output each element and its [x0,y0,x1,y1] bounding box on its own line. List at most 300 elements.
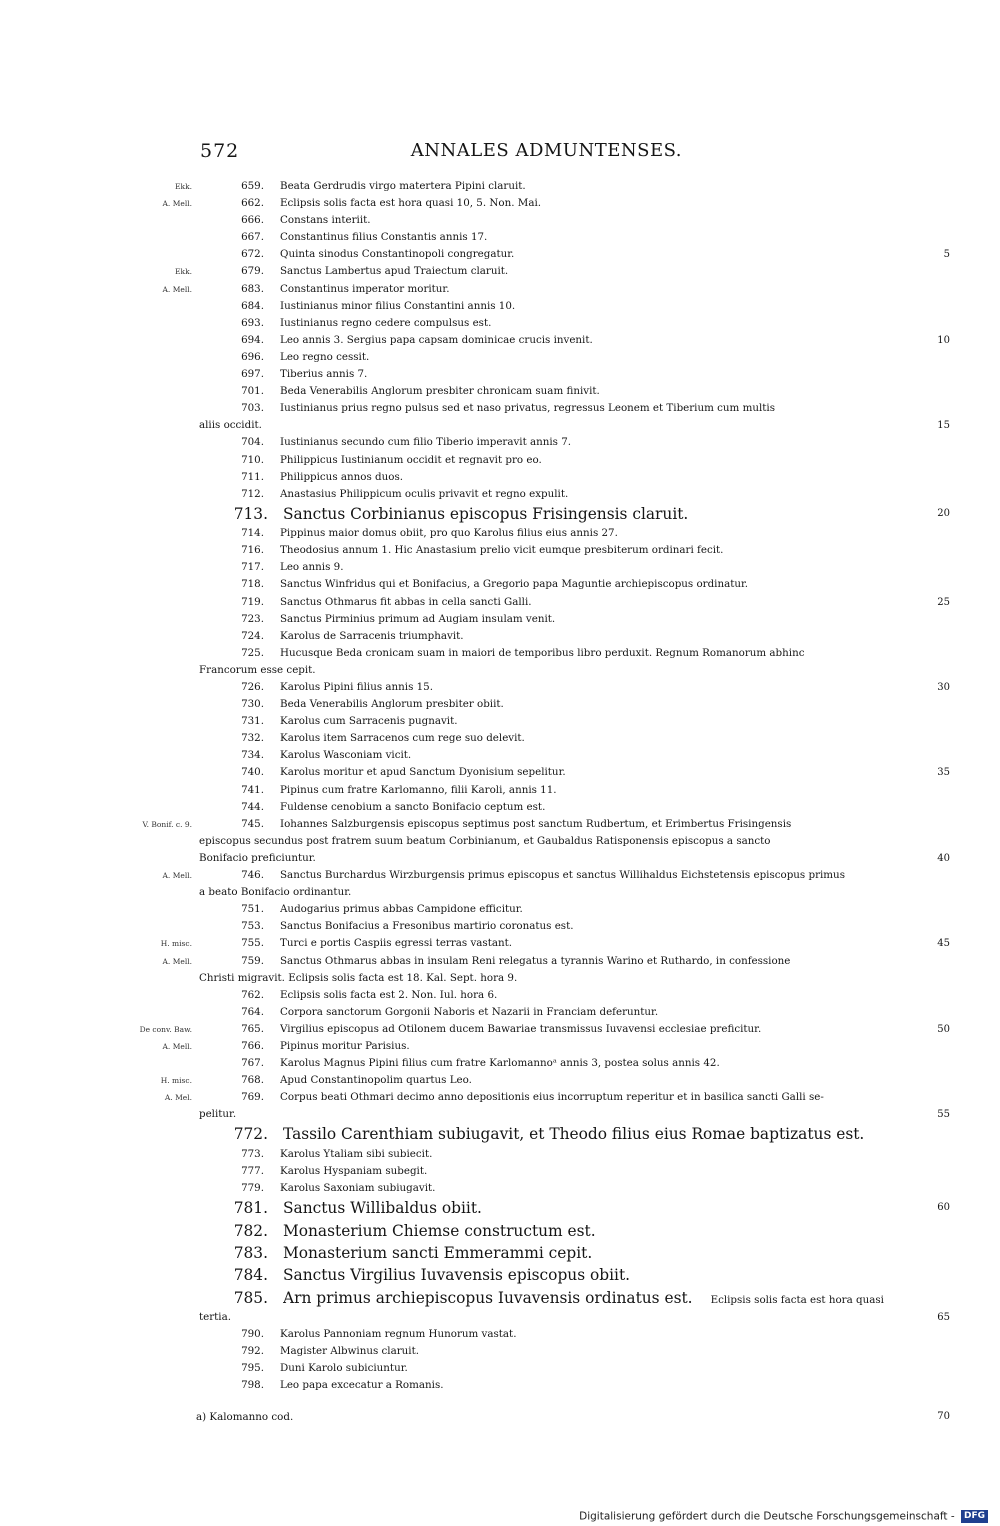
entry-text [280,576,930,593]
entry-text [280,1326,930,1343]
entry-main-text: Iustinianus prius regno pulsus sed et naso privatus, regressus Leonem et Tiberium cum multis [280,402,775,415]
annal-line [0,901,1000,918]
entry-year: 710. [241,453,264,466]
annal-line [0,611,1000,628]
entry-main-text: Arn primus archiepiscopus Iuvavensis ordinatus est. [283,1288,693,1307]
annal-line [0,1360,1000,1377]
entry-year: 679. [241,265,264,278]
entry-text [280,782,930,799]
entry-main-text: Beda Venerabilis Anglorum presbiter chronicam suam finivit. [280,385,600,398]
entry-year: 798. [241,1379,264,1392]
entry-main-text: Karolus Ytaliam sibi subiecit. [280,1147,433,1160]
entry-text [280,1343,930,1360]
annal-line [0,1038,1000,1055]
entry-main-text: Sanctus Winfridus qui et Bonifacius, a Gregorio papa Maguntie archiepiscopus ordinatur. [280,578,749,591]
entry-year: 713. [233,504,268,523]
entry-text [280,987,930,1004]
entry-main-text: Bonifacio preficiuntur. [199,851,316,864]
annal-line [0,1106,1000,1123]
annal-line [0,195,1000,212]
annal-line [0,452,1000,469]
annal-line [0,730,1000,747]
entry-text [199,833,930,850]
footnote-text: a) Kalomanno cod. [196,1411,294,1423]
entry-main-text: Fuldense cenobium a sancto Bonifacio ceptum est. [280,800,546,813]
annal-line [0,1287,1000,1309]
entry-year: 683. [241,282,264,295]
entry-text [280,212,930,229]
entry-main-text: Karolus moritur et apud Sanctum Dyonisium sepelitur. [280,766,566,779]
entry-year: 779. [241,1182,264,1195]
annal-line [0,645,1000,662]
margin-line-number: 30 [937,682,950,694]
entry-year: 744. [241,800,264,813]
annal-line [0,1377,1000,1394]
entry-main-text: Constantinus filius Constantis annis 17. [280,231,488,244]
entry-text [280,178,930,195]
annal-line [0,1163,1000,1180]
entry-text [280,867,930,884]
source-note: De conv. Baw. [139,1024,192,1034]
entry-text [280,713,930,730]
annal-line [0,1004,1000,1021]
entry-year: 782. [233,1221,268,1240]
entry-year: 714. [241,527,264,540]
annal-line [0,1242,1000,1264]
source-note: Ekk. [175,182,192,191]
entry-main-text: Karolus de Sarracenis triumphavit. [280,629,464,642]
entry-text [280,953,930,970]
margin-line-number: 65 [937,1312,950,1324]
entry-main-text: tertia. [199,1311,231,1324]
source-note: A. Mell. [162,1041,192,1051]
entry-text [280,229,930,246]
entry-text [280,434,930,451]
entry-text [280,1004,930,1021]
entry-year: 773. [241,1147,264,1160]
annal-line [0,1309,1000,1326]
entry-text [280,764,930,781]
entry-text [280,1163,930,1180]
entry-main-text: Sanctus Othmarus abbas in insulam Reni relegatus a tyrannis Warino et Ruthardo, in confessione [280,954,791,967]
entry-text [280,452,930,469]
source-note: A. Mel. [164,1093,192,1103]
entry-text [280,542,930,559]
annal-line [0,281,1000,298]
footnote-line-number: 70 [937,1411,950,1422]
entry-text [280,246,930,263]
entry-main-text: Duni Karolo subiciuntur. [280,1362,408,1375]
entry-text [283,1242,930,1264]
annal-line [0,628,1000,645]
entry-text [283,1287,930,1311]
entry-main-text: Virgilius episcopus ad Otilonem ducem Bawariae transmissus Iuvavensi ecclesiae preficitur. [280,1022,762,1035]
entry-main-text: Karolus item Sarracenos cum rege suo delevit. [280,732,525,745]
annal-line [0,486,1000,503]
entry-text [280,799,930,816]
entry-year: 766. [241,1039,264,1052]
annal-line [0,696,1000,713]
entry-text [280,679,930,696]
entry-main-text: Corpus beati Othmari decimo anno depositionis eius incorruptum reperitur et in basilica sancti Galli se- [280,1091,824,1104]
entry-main-text: Leo annis 9. [280,561,344,574]
entry-text [280,559,930,576]
entry-text [280,1089,930,1106]
entry-main-text: Philippicus annos duos. [280,470,404,483]
entry-main-text: Magister Albwinus claruit. [280,1345,419,1358]
entry-year: 666. [241,214,264,227]
entry-year: 726. [241,681,264,694]
margin-line-number: 60 [937,1202,950,1214]
entry-main-text: Karolus Pipini filius annis 15. [280,681,434,694]
entry-main-text: Sanctus Lambertus apud Traiectum claruit. [280,265,509,278]
entry-main-text: Monasterium Chiemse constructum est. [283,1221,596,1240]
annal-line [0,559,1000,576]
entry-main-text: Francorum esse cepit. [199,663,316,676]
entry-text [280,1180,930,1197]
entry-year: 723. [241,612,264,625]
entry-main-text: Eclipsis solis facta est 2. Non. Iul. hora 6. [280,988,498,1001]
entry-text [283,1197,930,1219]
entry-year: 753. [241,920,264,933]
annal-line [0,576,1000,593]
source-note: H. misc. [160,1076,192,1086]
entry-year: 790. [241,1328,264,1341]
entry-text [280,263,930,280]
annal-line [0,1326,1000,1343]
source-note: H. misc. [160,939,192,949]
annal-line [0,1220,1000,1242]
annal-line [0,833,1000,850]
source-note: A. Mell. [162,199,192,209]
entry-main-text: Pipinus moritur Parisius. [280,1039,410,1052]
annal-line [0,594,1000,611]
entry-tail-text: Eclipsis solis facta est hora quasi [710,1293,884,1306]
annals-entries [0,178,1000,1395]
entry-main-text: Sanctus Willibaldus obiit. [283,1199,482,1218]
entry-year: 783. [233,1243,268,1262]
annal-line [0,1089,1000,1106]
entry-text [280,628,930,645]
annal-line [0,1180,1000,1197]
page-header [196,140,682,168]
entry-year: 716. [241,544,264,557]
entry-main-text: Karolus Hyspaniam subegit. [280,1164,428,1177]
entry-year: 777. [241,1164,264,1177]
annal-line [0,799,1000,816]
entry-year: 694. [241,333,264,346]
annal-line [0,850,1000,867]
entry-year: 730. [241,698,264,711]
entry-year: 785. [233,1288,268,1307]
annal-line [0,970,1000,987]
margin-line-number: 10 [937,334,950,346]
entry-text [280,611,930,628]
entry-main-text: Pipinus cum fratre Karlomanno, filii Karoli, annis 11. [280,783,557,796]
entry-main-text: Beata Gerdrudis virgo matertera Pipini claruit. [280,180,526,192]
source-note: Ekk. [175,267,192,277]
entry-main-text: pelitur. [199,1108,237,1121]
margin-line-number: 55 [937,1109,950,1121]
entry-text [199,417,930,434]
annal-line [0,662,1000,679]
entry-text [280,594,930,611]
entry-year: 741. [241,783,264,796]
annal-line [0,1264,1000,1286]
entry-text [280,366,930,383]
entry-year: 784. [233,1266,268,1285]
margin-line-number: 15 [937,420,950,432]
entry-year: 672. [241,248,264,261]
margin-line-number: 35 [937,767,950,779]
credit-text: Digitalisierung gefördert durch die Deutsche Forschungsgemeinschaft - [579,1510,955,1523]
annal-line [0,434,1000,451]
annal-line [0,1123,1000,1145]
annal-line [0,503,1000,525]
digitization-credit [579,1510,988,1523]
entry-text [280,1377,930,1394]
entry-year: 696. [241,350,264,363]
entry-year: 732. [241,732,264,745]
annal-line [0,884,1000,901]
entry-text [280,1072,930,1089]
entry-year: 718. [241,578,264,591]
source-note: A. Mell. [162,284,192,294]
annal-line [0,332,1000,349]
entry-main-text: Hucusque Beda cronicam suam in maiori de temporibus libro perduxit. Regnum Romanorum abhinc [280,646,805,659]
entry-main-text: Apud Constantinopolim quartus Leo. [280,1074,472,1087]
entry-text [280,400,930,417]
annal-line [0,1072,1000,1089]
annal-line [0,315,1000,332]
entry-main-text: Iustinianus secundo cum filio Tiberio imperavit annis 7. [280,436,572,449]
entry-year: 769. [241,1091,264,1104]
source-note: A. Mell. [162,871,192,881]
entry-text [280,349,930,366]
entry-text [199,662,930,679]
entry-main-text: a beato Bonifacio ordinantur. [199,886,352,899]
entry-text [280,816,930,833]
annal-line [0,366,1000,383]
entry-main-text: Corpora sanctorum Gorgonii Naboris et Nazarii in Franciam deferuntur. [280,1005,659,1018]
entry-main-text: Iohannes Salzburgensis episcopus septimus post sanctum Rudbertum, et Erimbertus Frisingensis [280,817,792,830]
entry-year: 704. [241,436,264,449]
entry-year: 684. [241,299,264,312]
margin-line-number: 45 [937,938,950,950]
entry-text [280,935,930,952]
entry-main-text: Karolus Pannoniam regnum Hunorum vastat. [280,1328,517,1341]
annal-line [0,782,1000,799]
dfg-logo: DFG [961,1510,988,1523]
annal-line [0,679,1000,696]
entry-main-text: Iustinianus minor filius Constantini annis 10. [280,299,516,312]
entry-text [199,850,930,867]
entry-year: 792. [241,1345,264,1358]
entry-main-text: Sanctus Pirminius primum ad Augiam insulam venit. [280,612,556,625]
entry-main-text: Theodosius annum 1. Hic Anastasium prelio vicit eumque presbiterum ordinari fecit. [280,544,724,557]
entry-main-text: Constans interiit. [280,214,371,227]
annal-line [0,263,1000,280]
entry-main-text: Tassilo Carenthiam subiugavit, et Theodo filius eius Romae baptizatus est. [283,1125,865,1144]
entry-year: 740. [241,766,264,779]
entry-text [280,298,930,315]
entry-main-text: Quinta sinodus Constantinopoli congregatur. [280,248,515,261]
entry-text [280,730,930,747]
annal-line [0,400,1000,417]
annal-line [0,1021,1000,1038]
entry-year: 746. [241,869,264,882]
entry-main-text: Christi migravit. Eclipsis solis facta est 18. Kal. Sept. hora 9. [199,971,518,984]
entry-year: 717. [241,561,264,574]
entry-text [280,281,930,298]
annal-line [0,525,1000,542]
annal-line [0,867,1000,884]
entry-year: 734. [241,749,264,762]
entry-year: 751. [241,903,264,916]
margin-line-number: 50 [937,1023,950,1035]
entry-main-text: Leo papa excecatur a Romanis. [280,1379,444,1392]
entry-main-text: Pippinus maior domus obiit, pro quo Karolus filius eius annis 27. [280,527,618,540]
annal-line [0,918,1000,935]
entry-text [280,195,930,212]
entry-main-text: Philippicus Iustinianum occidit et regnavit pro eo. [280,453,542,466]
entry-text [283,1123,930,1145]
entry-main-text: Sanctus Burchardus Wirzburgensis primus episcopus et sanctus Willihaldus Eichstetensis episcopus primus [280,869,845,882]
entry-year: 725. [241,646,264,659]
entry-main-text: Audogarius primus abbas Campidone efficitur. [280,903,523,916]
margin-line-number: 25 [937,596,950,608]
entry-year: 711. [241,470,264,483]
entry-year: 712. [241,487,264,500]
annal-line [0,953,1000,970]
entry-main-text: Leo annis 3. Sergius papa capsam dominicae crucis invenit. [280,333,593,346]
entry-main-text: Karolus cum Sarracenis pugnavit. [280,715,458,728]
entry-year: 764. [241,1005,264,1018]
annal-line [0,1146,1000,1163]
entry-text [280,901,930,918]
footnote [196,1409,956,1425]
entry-year: 772. [233,1125,268,1144]
entry-text [283,1220,930,1242]
entry-main-text: Leo regno cessit. [280,350,370,363]
annal-line [0,469,1000,486]
entry-year: 662. [241,197,264,210]
entry-main-text: Turci e portis Caspiis egressi terras vastant. [280,937,513,950]
entry-year: 719. [241,595,264,608]
entry-text [199,970,930,987]
entry-text [280,1021,930,1038]
entry-year: 731. [241,715,264,728]
entry-main-text: Sanctus Corbinianus episcopus Frisingensis claruit. [283,504,689,523]
annal-line [0,383,1000,400]
entry-text [280,525,930,542]
annal-line [0,349,1000,366]
source-note: V. Bonif. c. 9. [142,819,192,829]
entry-text [280,469,930,486]
entry-main-text: aliis occidit. [199,419,262,432]
annal-line [0,713,1000,730]
page-number: 572 [200,140,240,162]
annal-line [0,816,1000,833]
entry-text [280,1038,930,1055]
entry-year: 703. [241,402,264,415]
entry-text [280,332,930,349]
entry-main-text: Karolus Saxoniam subiugavit. [280,1182,436,1195]
entry-year: 755. [241,937,264,950]
entry-year: 768. [241,1074,264,1087]
entry-text [199,1309,930,1326]
entry-year: 762. [241,988,264,1001]
entry-text [280,918,930,935]
entry-main-text: Beda Venerabilis Anglorum presbiter obiit. [280,698,504,711]
annal-line [0,229,1000,246]
annal-line [0,212,1000,229]
entry-text [280,1360,930,1377]
annal-line [0,764,1000,781]
entry-year: 667. [241,231,264,244]
entry-main-text: Karolus Wasconiam vicit. [280,749,412,762]
entry-year: 759. [241,954,264,967]
entry-main-text: Monasterium sancti Emmerammi cepit. [283,1243,593,1262]
entry-main-text: Tiberius annis 7. [280,368,368,381]
entry-text [199,884,930,901]
annal-line [0,178,1000,195]
entry-year: 724. [241,629,264,642]
annal-line [0,987,1000,1004]
annal-line [0,542,1000,559]
running-title: ANNALES ADMUNTENSES. [410,140,682,161]
annal-line [0,1197,1000,1219]
entry-text [280,383,930,400]
entry-main-text: Constantinus imperator moritur. [280,282,450,295]
entry-text [280,696,930,713]
entry-text [280,1055,930,1072]
entry-main-text: Karolus Magnus Pipini filius cum fratre Karlomannoᵃ annis 3, postea solus annis 42. [280,1057,720,1070]
entry-year: 781. [233,1199,268,1218]
entry-text [280,315,930,332]
entry-text [199,1106,930,1123]
margin-line-number: 40 [937,852,950,864]
entry-year: 701. [241,385,264,398]
entry-text [280,645,930,662]
entry-main-text: Anastasius Philippicum oculis privavit et regno expulit. [280,487,569,500]
entry-main-text: Sanctus Bonifacius a Fresonibus martirio coronatus est. [280,920,574,933]
annal-line [0,1055,1000,1072]
entry-year: 693. [241,316,264,329]
entry-main-text: episcopus secundus post fratrem suum beatum Corbinianum, et Gaubaldus Ratisponensis episcopus a sancto [199,834,771,847]
entry-main-text: Sanctus Othmarus fit abbas in cella sancti Galli. [280,595,532,608]
entry-year: 659. [241,180,264,192]
annal-line [0,298,1000,315]
entry-year: 697. [241,368,264,381]
entry-text [280,747,930,764]
entry-year: 795. [241,1362,264,1375]
entry-text [280,486,930,503]
entry-text [283,1264,930,1286]
annal-line [0,935,1000,952]
entry-year: 745. [241,817,264,830]
source-note: A. Mell. [162,956,192,966]
margin-line-number: 20 [937,507,950,519]
entry-main-text: Sanctus Virgilius Iuvavensis episcopus obiit. [283,1266,631,1285]
annal-line [0,1343,1000,1360]
margin-line-number: 5 [943,249,950,261]
annal-line [0,246,1000,263]
entry-main-text: Eclipsis solis facta est hora quasi 10, 5. Non. Mai. [280,197,542,210]
entry-year: 765. [241,1022,264,1035]
annal-line [0,747,1000,764]
entry-year: 767. [241,1057,264,1070]
